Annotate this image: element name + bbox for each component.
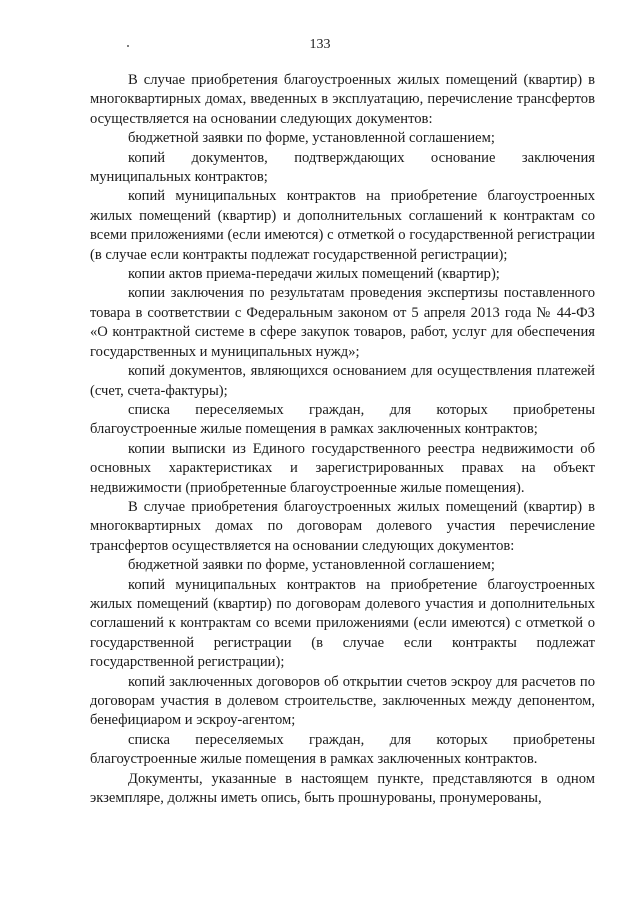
list-item-registry-extract: копии выписки из Единого государственного реестра недвижимости об основных характеристиках и зарегистрированных правах на объект недвижимости (приобретенные благоустроенные жилые помещения). xyxy=(90,440,595,496)
list-item-escrow-agreements: копий заключенных договоров об открытии счетов эскроу для расчетов по договорам участия в долевом строительстве, заключенных между депонентом, бенефициаром и эскроу-агентом; xyxy=(90,673,595,729)
list-item-budget-request-2: бюджетной заявки по форме, установленной соглашением; xyxy=(128,557,495,574)
page-number: 133 xyxy=(309,37,331,52)
paragraph-intro-commissioned: В случае приобретения благоустроенных жилых помещений (квартир) в многоквартирных домах, введенных в эксплуатацию, перечисление трансфертов осуществляется на основании следующих документов: xyxy=(90,72,595,127)
list-item-budget-request: бюджетной заявки по форме, установленной соглашением; xyxy=(128,130,495,147)
paragraph-intro-shared-construction: В случае приобретения благоустроенных жилых помещений (квартир) в многоквартирных домах по договорам долевого участия перечисление трансфертов осуществляется на основании следующих документов: xyxy=(90,498,595,554)
list-item-shared-contracts: копий муниципальных контрактов на приобретение благоустроенных жилых помещений (квартир) по договорам долевого участия и дополнительных соглашений к контрактам со всеми приложениями (если имеются) с отметкой о государственной регистрации (в случае если контракты подлежат государственной регистрации); xyxy=(90,576,595,671)
scan-speck xyxy=(127,45,129,47)
list-item-municipal-contracts: копий муниципальных контрактов на приобретение благоустроенных жилых помещений (квартир) и дополнительных соглашений к контрактам со всеми приложениями (если имеются) с отметкой о государственной регистрации (в случае если контракты подлежат государственной регистрации); xyxy=(90,188,595,263)
list-item-payment-docs: копий документов, являющихся основанием для осуществления платежей (счет, счета-фактуры); xyxy=(90,363,595,399)
list-item-expertise-conclusion: копии заключения по результатам проведения экспертизы поставленного товара в соответствии с Федеральным законом от 5 апреля 2013 года № 44-ФЗ «О контрактной системе в сфере закупок товаров, работ, услуг для обеспечения государственных и муниципальных нужд»; xyxy=(90,285,595,360)
list-item-acceptance-acts: копии актов приема-передачи жилых помещений (квартир); xyxy=(128,266,500,283)
paragraph-documents-requirements: Документы, указанные в настоящем пункте, представляются в одном экземпляре, должны иметь опись, быть прошнурованы, пронумерованы, xyxy=(90,770,595,807)
document-body xyxy=(90,71,595,808)
list-item-resettled-citizens: списка переселяемых граждан, для которых приобретены благоустроенные жилые помещения в рамках заключенных контрактов; xyxy=(90,401,595,438)
list-item-resettled-citizens-2: списка переселяемых граждан, для которых приобретены благоустроенные жилые помещения в рамках заключенных контрактов. xyxy=(90,731,595,768)
list-item-contract-basis-docs: копий документов, подтверждающих основание заключения муниципальных контрактов; xyxy=(90,149,595,186)
